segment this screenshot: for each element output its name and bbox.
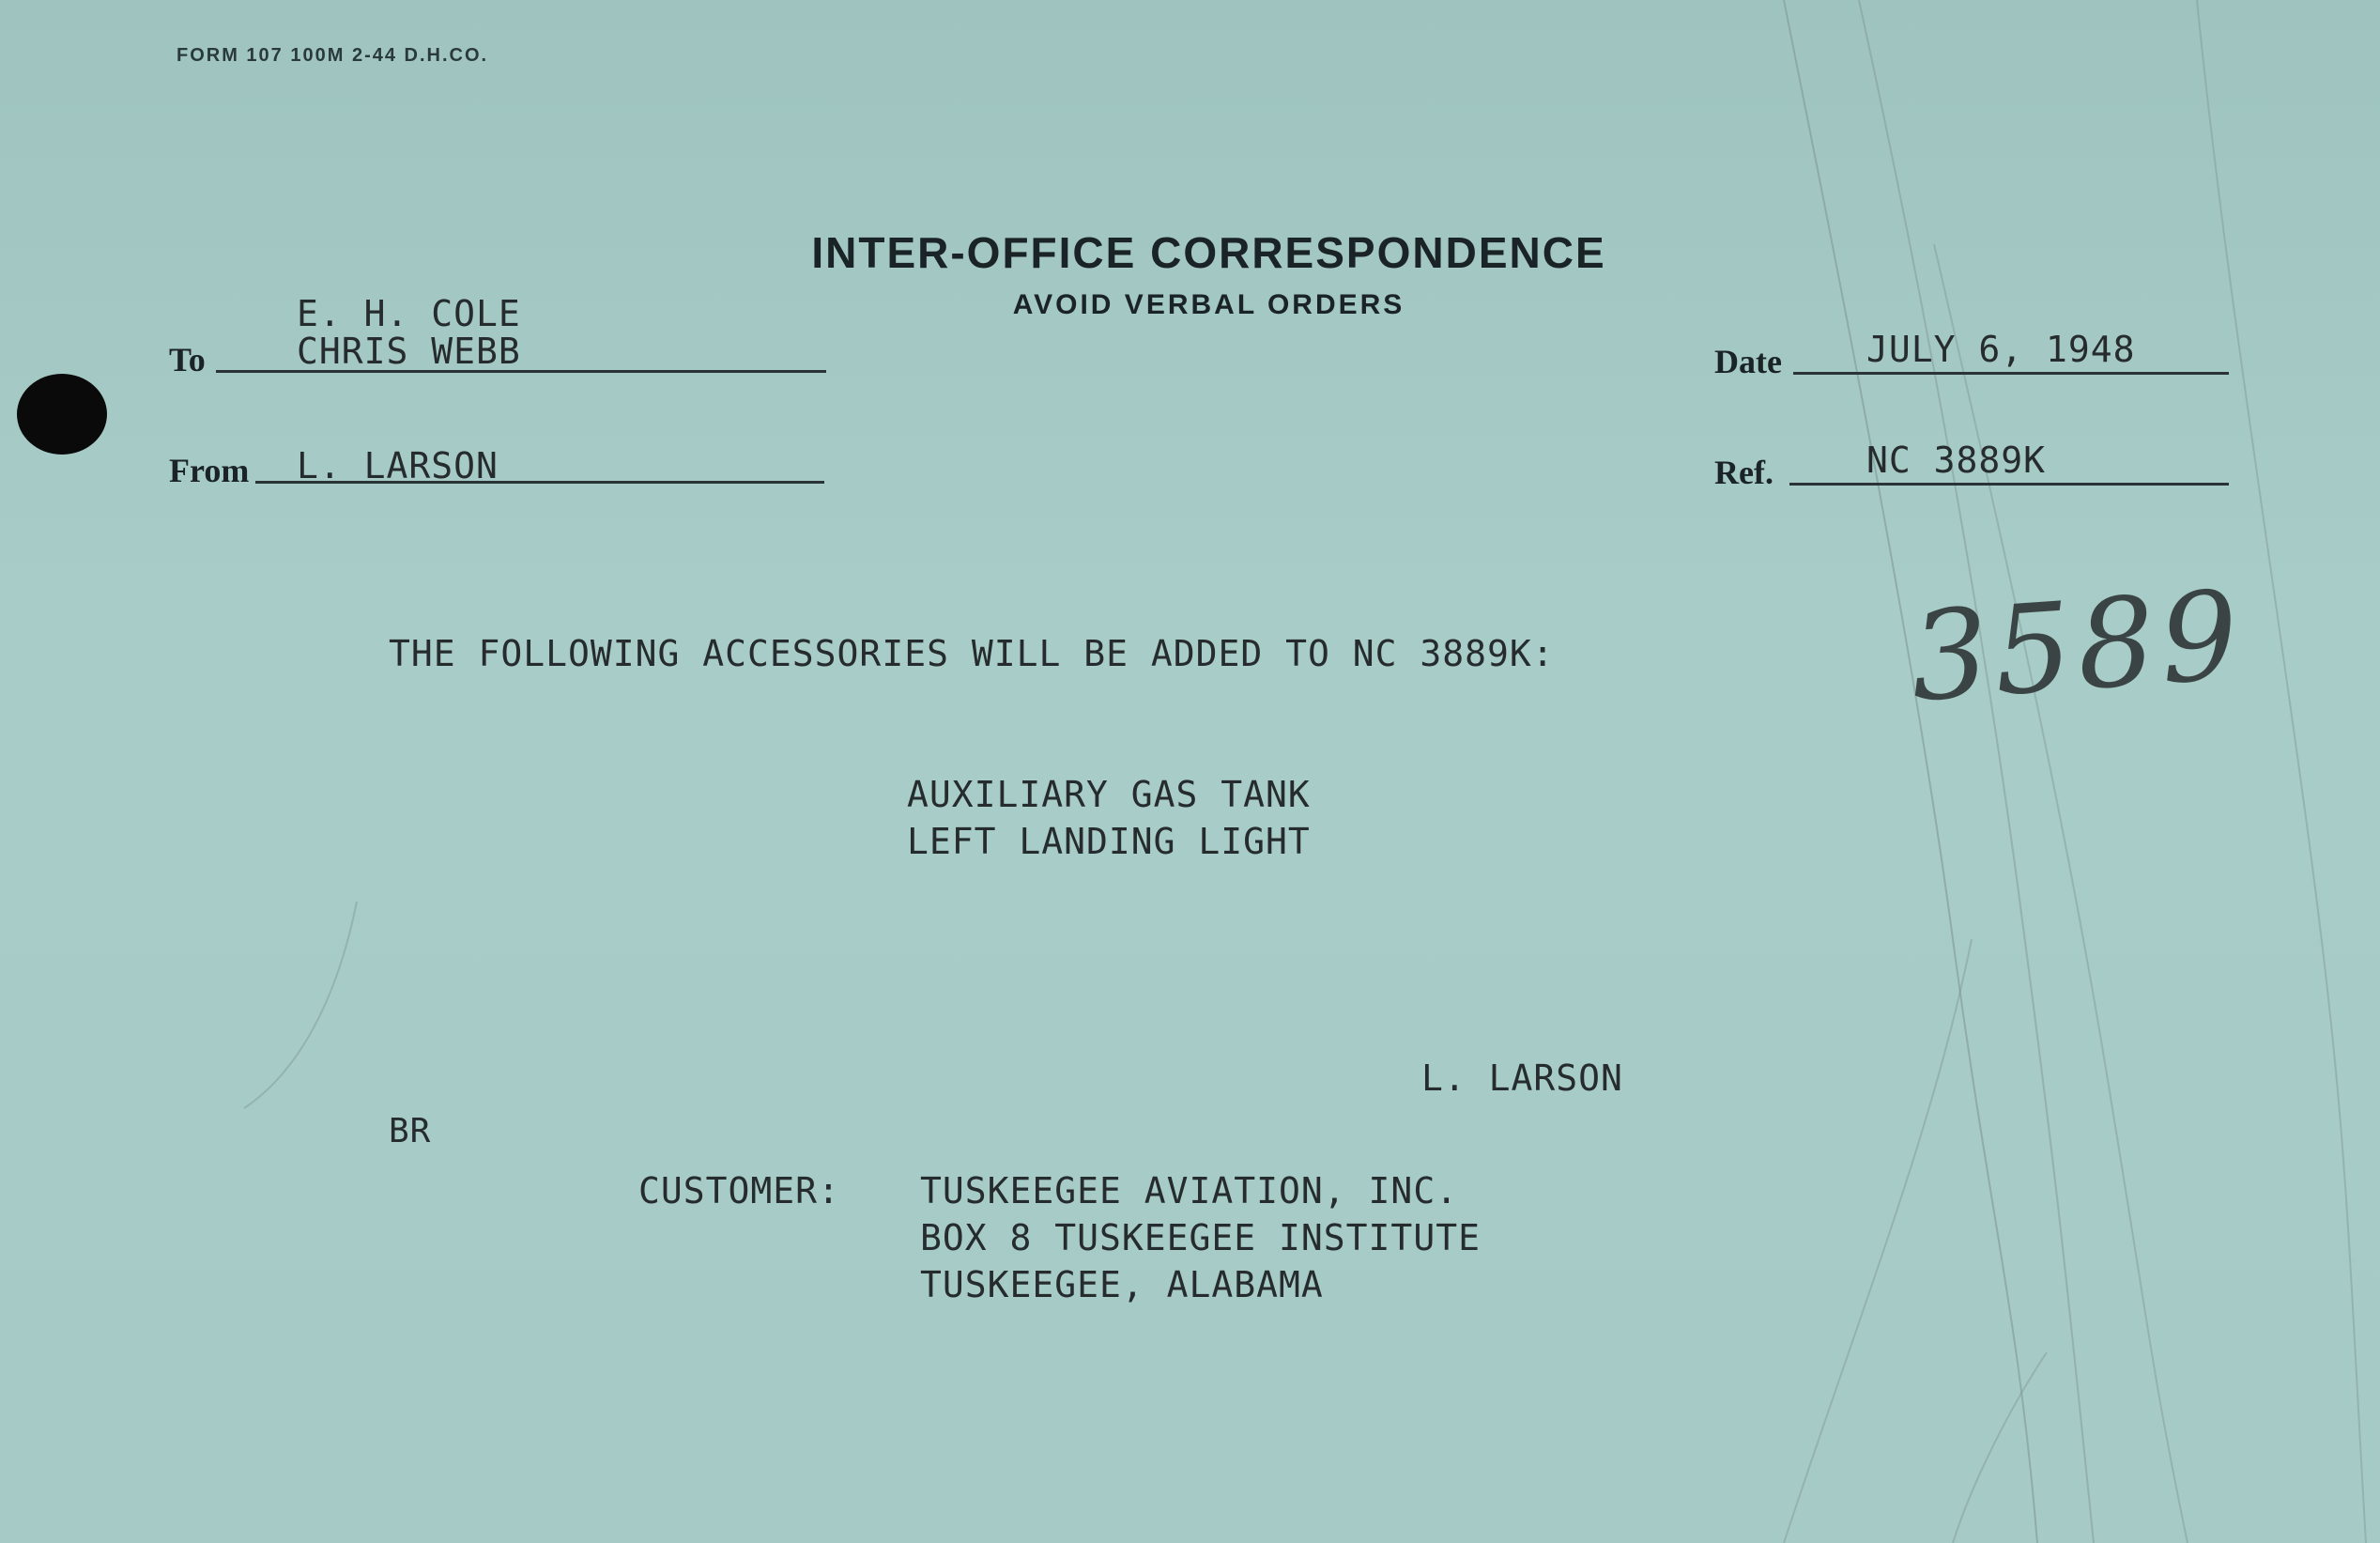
accessory-item-2: LEFT LANDING LIGHT — [907, 821, 1311, 862]
customer-line-2: BOX 8 TUSKEEGEE INSTITUTE — [920, 1217, 1481, 1258]
ref-label: Ref. — [1714, 454, 1773, 491]
to-recipient-2: CHRIS WEBB — [297, 331, 521, 372]
ref-rule — [1789, 483, 2229, 486]
memo-subtitle: AVOID VERBAL ORDERS — [1012, 289, 1405, 320]
to-recipient-1: E. H. COLE — [297, 293, 521, 334]
from-label: From — [169, 452, 250, 489]
date-label: Date — [1714, 343, 1782, 380]
handwritten-number: 3589 — [1906, 563, 2249, 730]
date-rule — [1793, 372, 2229, 375]
punch-hole — [17, 374, 107, 455]
body-intro: THE FOLLOWING ACCESSORIES WILL BE ADDED TO NC 3889K: — [389, 633, 1555, 674]
form-code: FORM 107 100M 2-44 D.H.CO. — [177, 45, 489, 66]
from-value: L. LARSON — [297, 445, 499, 486]
memo-title: INTER-OFFICE CORRESPONDENCE — [811, 228, 1606, 277]
customer-label: CUSTOMER: — [638, 1170, 840, 1211]
ref-value: NC 3889K — [1866, 440, 2047, 481]
customer-line-3: TUSKEEGEE, ALABAMA — [920, 1264, 1324, 1305]
typist-initials: BR — [389, 1112, 432, 1150]
date-value: JULY 6, 1948 — [1866, 329, 2136, 370]
to-label: To — [169, 341, 206, 378]
accessory-item-1: AUXILIARY GAS TANK — [907, 774, 1311, 815]
customer-line-1: TUSKEEGEE AVIATION, INC. — [920, 1170, 1459, 1211]
signature: L. LARSON — [1421, 1057, 1623, 1099]
